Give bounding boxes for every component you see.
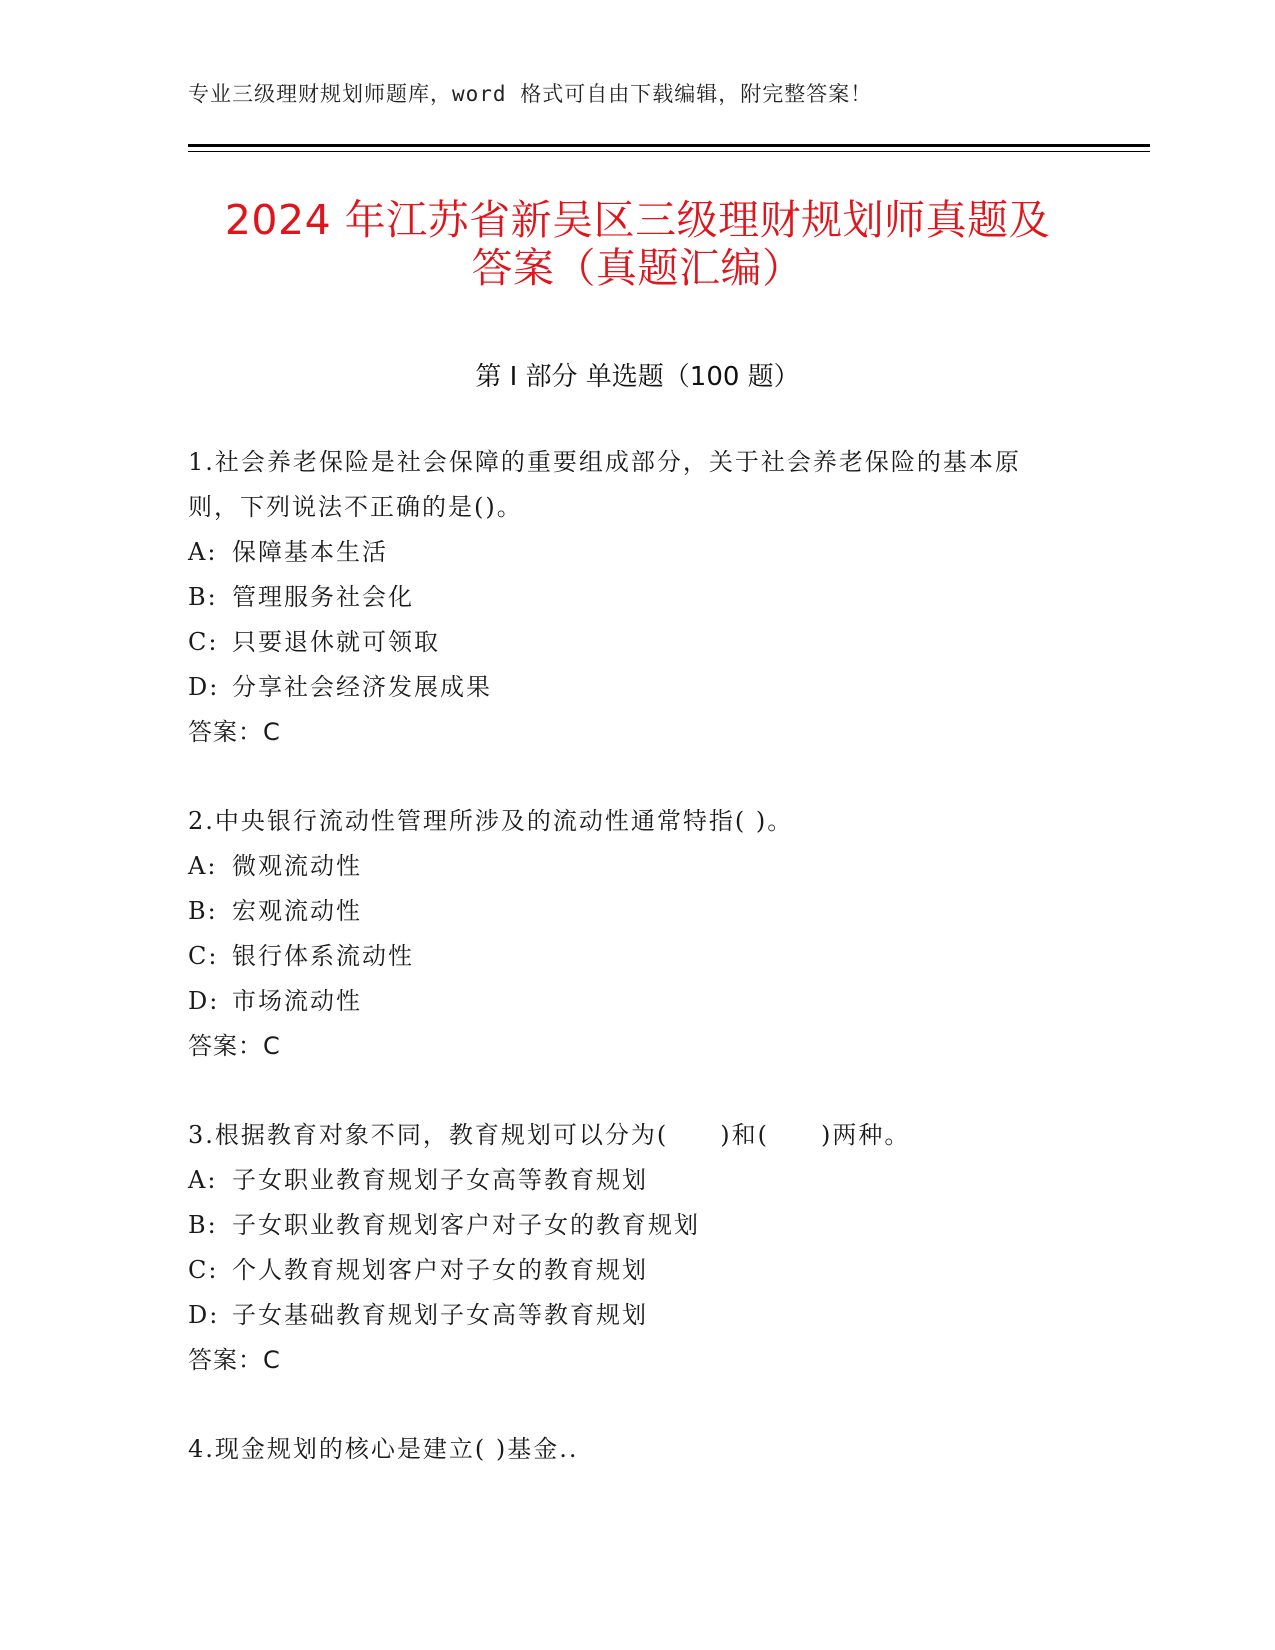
option-text: 个人教育规划客户对子女的教育规划 xyxy=(232,1256,648,1284)
option-b xyxy=(188,889,1068,934)
title-line-1: 2024 年江苏省新吴区三级理财规划师真题及 xyxy=(224,196,1051,244)
answer-label: 答案：C xyxy=(188,1032,281,1060)
option-a xyxy=(188,530,1068,575)
option-text: 子女基础教育规划子女高等教育规划 xyxy=(232,1301,648,1329)
option-key: C: xyxy=(188,1256,219,1284)
option-d xyxy=(188,979,1068,1024)
question-stem: 2.中央银行流动性管理所涉及的流动性通常特指( )。 xyxy=(188,807,794,835)
question-4 xyxy=(188,1427,1068,1472)
option-key: A: xyxy=(188,852,218,880)
option-d xyxy=(188,665,1068,710)
option-text: 管理服务社会化 xyxy=(232,583,414,611)
option-d xyxy=(188,1293,1068,1338)
header-note: 专业三级理财规划师题库，word 格式可自由下载编辑，附完整答案！ xyxy=(188,82,873,106)
answer-label: 答案：C xyxy=(188,718,281,746)
option-key: A: xyxy=(188,1166,218,1194)
question-1 xyxy=(188,440,1068,755)
option-text: 子女职业教育规划客户对子女的教育规划 xyxy=(232,1211,700,1239)
option-text: 只要退休就可领取 xyxy=(232,628,440,656)
header-rule-thin xyxy=(188,151,1150,152)
question-stem: 3.根据教育对象不同，教育规划可以分为( )和( )两种。 xyxy=(188,1121,911,1149)
option-key: D: xyxy=(188,673,220,701)
option-b xyxy=(188,575,1068,620)
option-key: B: xyxy=(188,1211,218,1239)
option-key: C: xyxy=(188,942,219,970)
option-key: A: xyxy=(188,538,218,566)
question-stem: 4.现金规划的核心是建立( )基金.. xyxy=(188,1435,579,1463)
question-list xyxy=(188,440,1068,1516)
option-a xyxy=(188,844,1068,889)
option-a xyxy=(188,1158,1068,1203)
question-2 xyxy=(188,799,1068,1069)
answer-label: 答案：C xyxy=(188,1346,281,1374)
option-key: B: xyxy=(188,897,218,925)
title-line-2: 答案（真题汇编） xyxy=(471,244,804,292)
option-text: 银行体系流动性 xyxy=(232,942,414,970)
section-title: 第 I 部分 单选题（100 题） xyxy=(475,362,800,392)
option-c xyxy=(188,934,1068,979)
option-text: 市场流动性 xyxy=(232,987,362,1015)
option-key: B: xyxy=(188,583,218,611)
option-c xyxy=(188,1248,1068,1293)
document-title xyxy=(160,196,1115,292)
option-text: 保障基本生活 xyxy=(232,538,388,566)
option-key: C: xyxy=(188,628,219,656)
option-text: 宏观流动性 xyxy=(232,897,362,925)
option-text: 微观流动性 xyxy=(232,852,362,880)
question-stem: 1.社会养老保险是社会保障的重要组成部分，关于社会养老保险的基本原则，下列说法不正确的是()。 xyxy=(188,448,1021,521)
option-key: D: xyxy=(188,987,220,1015)
question-3 xyxy=(188,1113,1068,1383)
option-b xyxy=(188,1203,1068,1248)
option-text: 分享社会经济发展成果 xyxy=(232,673,492,701)
header-rule-thick xyxy=(188,144,1150,147)
option-text: 子女职业教育规划子女高等教育规划 xyxy=(232,1166,648,1194)
option-key: D: xyxy=(188,1301,220,1329)
option-c xyxy=(188,620,1068,665)
